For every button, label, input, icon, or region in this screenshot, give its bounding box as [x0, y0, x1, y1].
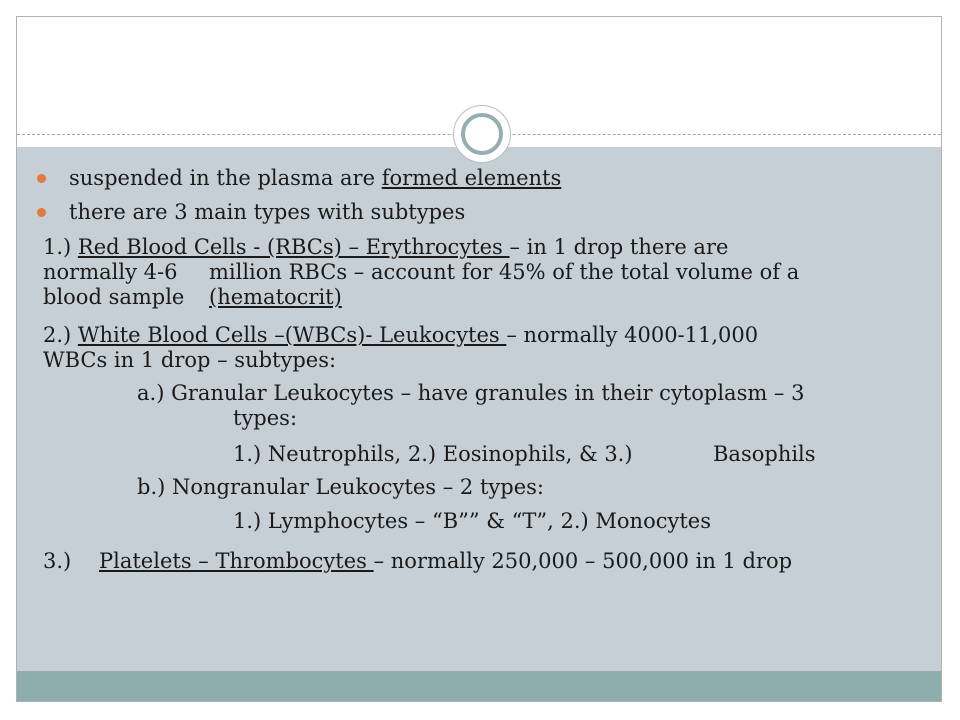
bullet-item-main-types: there are 3 main types with subtypes — [69, 200, 466, 224]
nongranular-types: 1.) Lymphocytes – “B”” & “T”, 2.) Monocytes — [233, 509, 711, 533]
granular-types: 1.) Neutrophils, 2.) Eosinophils, & 3.) — [233, 442, 633, 466]
rbc-line-3: blood sample — [43, 285, 185, 309]
rbc-line-1: 1.) Red Blood Cells - (RBCs) – Erythrocytes – in 1 drop there are — [43, 235, 729, 259]
hematocrit-term: (hematocrit) — [209, 285, 342, 309]
nongranular-line: b.) Nongranular Leukocytes – 2 types: — [137, 475, 544, 499]
bullet-dot-icon — [37, 208, 46, 217]
rbc-term: Red Blood Cells - (RBCs) – Erythrocytes — [77, 235, 510, 259]
wbc-line-1: 2.) White Blood Cells –(WBCs)- Leukocytes – normally 4000-11,000 — [43, 323, 759, 347]
rbc-line-3b — [209, 284, 342, 310]
bullet-item-formed-elements: suspended in the plasma are formed elements — [69, 166, 562, 190]
underlined-term: formed elements — [381, 166, 562, 190]
wbc-term: White Blood Cells –(WBCs)- Leukocytes — [77, 323, 507, 347]
slide — [16, 16, 942, 702]
platelets-term: Platelets – Thrombocytes — [99, 549, 374, 573]
granular-types-basophils: Basophils — [713, 442, 816, 466]
rbc-line-2b: million RBCs – account for 45% of the total volume of a — [209, 260, 800, 284]
granular-line-1: a.) Granular Leukocytes – have granules in their cytoplasm – 3 — [137, 381, 805, 405]
rbc-line-2: normally 4-6 — [43, 260, 178, 284]
granular-line-2: types: — [233, 406, 298, 430]
bullet-dot-icon — [37, 174, 46, 183]
platelets-prefix: 3.) — [43, 549, 72, 573]
slide-body — [17, 17, 941, 701]
wbc-line-2: WBCs in 1 drop – subtypes: — [43, 348, 337, 372]
platelets-line: Platelets – Thrombocytes – normally 250,000 – 500,000 in 1 drop — [99, 549, 793, 573]
